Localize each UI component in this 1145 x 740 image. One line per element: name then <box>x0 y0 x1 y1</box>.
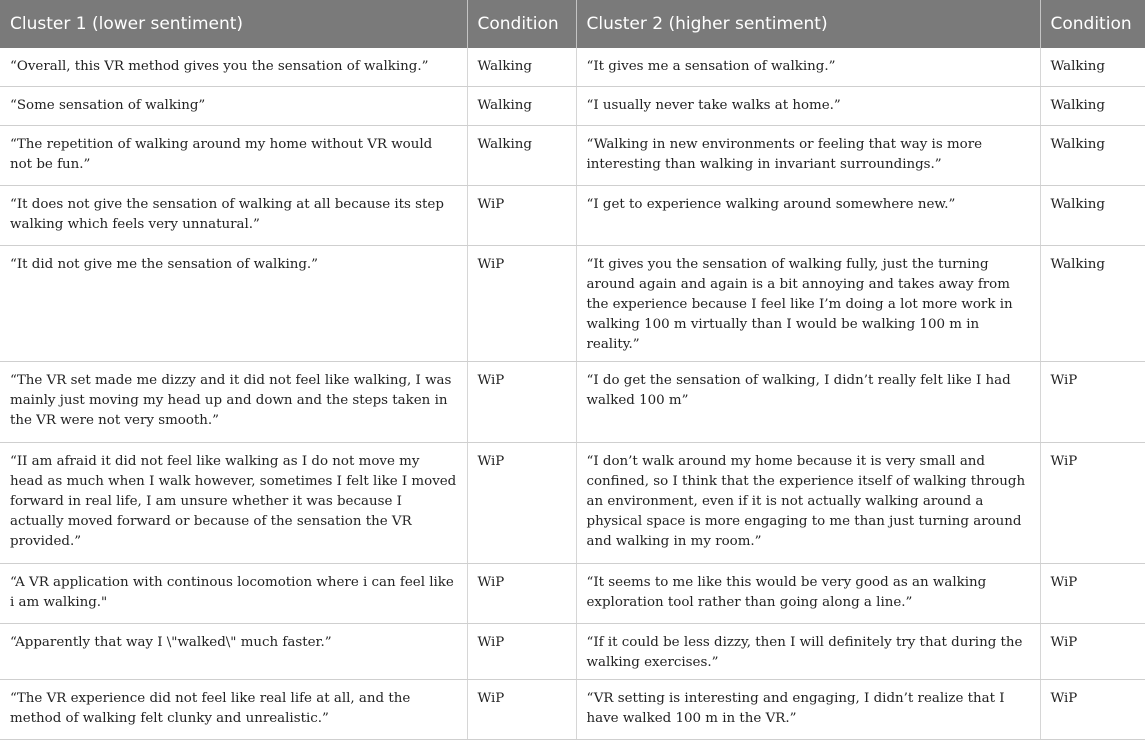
cluster-2-condition: WiP <box>1040 362 1145 443</box>
header-cluster-1: Cluster 1 (lower sentiment) <box>0 0 467 48</box>
cluster-2-quote: “VR setting is interesting and engaging, I didn’t realize that I have walked 100 m in the VR.” <box>576 680 1040 740</box>
table-row <box>0 680 1145 740</box>
cluster-1-condition: WiP <box>467 186 576 246</box>
cluster-2-condition: Walking <box>1040 87 1145 126</box>
cluster-1-quote: “The VR set made me dizzy and it did not feel like walking, I was mainly just moving my head up and down and the steps taken in the VR were not very smooth.” <box>0 362 467 443</box>
header-row <box>0 0 1145 48</box>
cluster-2-condition: Walking <box>1040 186 1145 246</box>
cluster-2-quote: “It seems to me like this would be very good as an walking exploration tool rather than going along a line.” <box>576 564 1040 624</box>
table-row <box>0 362 1145 443</box>
cluster-2-quote: “It gives me a sensation of walking.” <box>576 48 1040 87</box>
cluster-2-quote: “I get to experience walking around somewhere new.” <box>576 186 1040 246</box>
cluster-1-quote: “It does not give the sensation of walking at all because its step walking which feels very unnatural.” <box>0 186 467 246</box>
cluster-2-condition: WiP <box>1040 624 1145 680</box>
cluster-2-quote: “Walking in new environments or feeling that way is more interesting than walking in invariant surroundings.” <box>576 126 1040 186</box>
header-condition-2: Condition <box>1040 0 1145 48</box>
table-row <box>0 624 1145 680</box>
cluster-1-quote: “II am afraid it did not feel like walking as I do not move my head as much when I walk however, sometimes I felt like I moved forward in real life, I am unsure whether it was because I actually moved forward or because of the sensation the VR provided.” <box>0 443 467 564</box>
cluster-2-quote: “If it could be less dizzy, then I will definitely try that during the walking exercises.” <box>576 624 1040 680</box>
table-row <box>0 87 1145 126</box>
cluster-1-condition: Walking <box>467 48 576 87</box>
table-row <box>0 48 1145 87</box>
cluster-1-quote: “Overall, this VR method gives you the sensation of walking.” <box>0 48 467 87</box>
cluster-1-condition: WiP <box>467 680 576 740</box>
cluster-2-quote: “I don’t walk around my home because it is very small and confined, so I think that the experience itself of walking through an environment, even if it is not actually walking around a physical space is more engaging to me than just turning around and walking in my room.” <box>576 443 1040 564</box>
table-row <box>0 443 1145 564</box>
cluster-1-condition: Walking <box>467 126 576 186</box>
cluster-1-condition: WiP <box>467 443 576 564</box>
cluster-2-condition: WiP <box>1040 564 1145 624</box>
table-row <box>0 186 1145 246</box>
header-cluster-2: Cluster 2 (higher sentiment) <box>576 0 1040 48</box>
table-row <box>0 564 1145 624</box>
cluster-1-quote: “The repetition of walking around my home without VR would not be fun.” <box>0 126 467 186</box>
header-condition-1: Condition <box>467 0 576 48</box>
cluster-1-condition: WiP <box>467 246 576 362</box>
table-row <box>0 126 1145 186</box>
cluster-2-condition: WiP <box>1040 680 1145 740</box>
cluster-2-quote: “I usually never take walks at home.” <box>576 87 1040 126</box>
cluster-1-quote: “A VR application with continous locomotion where i can feel like i am walking." <box>0 564 467 624</box>
table-row <box>0 246 1145 362</box>
cluster-1-condition: WiP <box>467 624 576 680</box>
cluster-1-quote: “The VR experience did not feel like real life at all, and the method of walking felt clunky and unrealistic.” <box>0 680 467 740</box>
cluster-1-condition: WiP <box>467 362 576 443</box>
cluster-1-condition: Walking <box>467 87 576 126</box>
cluster-2-condition: Walking <box>1040 48 1145 87</box>
cluster-1-condition: WiP <box>467 564 576 624</box>
cluster-1-quote: “Some sensation of walking” <box>0 87 467 126</box>
cluster-2-condition: WiP <box>1040 443 1145 564</box>
cluster-2-quote: “It gives you the sensation of walking fully, just the turning around again and again is a bit annoying and takes away from the experience because I feel like I’m doing a lot more work in walking 100 m virtually than I would be walking 100 m in reality.” <box>576 246 1040 362</box>
cluster-2-condition: Walking <box>1040 126 1145 186</box>
cluster-2-condition: Walking <box>1040 246 1145 362</box>
cluster-2-quote: “I do get the sensation of walking, I didn’t really felt like I had walked 100 m” <box>576 362 1040 443</box>
cluster-1-quote: “Apparently that way I \"walked\" much faster.” <box>0 624 467 680</box>
cluster-1-quote: “It did not give me the sensation of walking.” <box>0 246 467 362</box>
